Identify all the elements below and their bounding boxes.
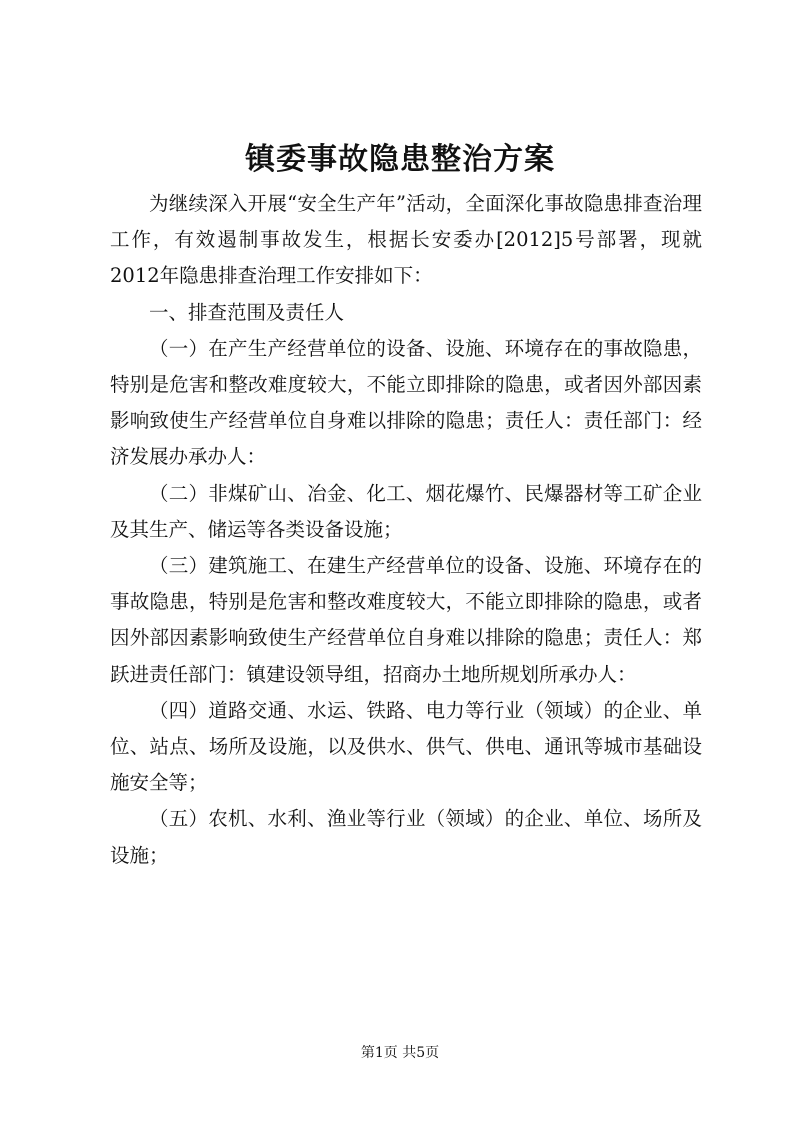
paragraph-item-4: （四）道路交通、水运、铁路、电力等行业（领域）的企业、单位、站点、场所及设施，以及供水、供气、供电、通讯等城市基础设施安全等； (110, 698, 702, 795)
paragraph-item-2: （二）非煤矿山、冶金、化工、烟花爆竹、民爆器材等工矿企业及其生产、储运等各类设备设施； (110, 481, 702, 541)
page-footer: 第1页 共5页 (360, 1045, 440, 1061)
paragraph-item-5: （五）农机、水利、渔业等行业（领域）的企业、单位、场所及设施； (110, 807, 702, 867)
document-title: 镇委事故隐患整治方案 (245, 142, 555, 177)
section-heading-1: 一、排查范围及责任人 (149, 300, 345, 324)
paragraph-intro: 为继续深入开展“安全生产年”活动，全面深化事故隐患排查治理工作，有效遏制事故发生，根据长安委办[2012]5号部署，现就2012年隐患排查治理工作安排如下： (110, 192, 702, 288)
paragraph-item-3: （三）建筑施工、在建生产经营单位的设备、设施、环境存在的事故隐患，特别是危害和整改难度较大，不能立即排除的隐患，或者因外部因素影响致使生产经营单位自身难以排除的隐患；责任人：郑跃进责任部门：镇建设领导组，招商办土地所规划所承办人： (110, 554, 702, 686)
paragraph-item-1: （一）在产生产经营单位的设备、设施、环境存在的事故隐患，特别是危害和整改难度较大，不能立即排除的隐患，或者因外部因素影响致使生产经营单位自身难以排除的隐患；责任人：责任部门：经济发展办承办人： (110, 336, 702, 469)
document-body (110, 186, 702, 874)
